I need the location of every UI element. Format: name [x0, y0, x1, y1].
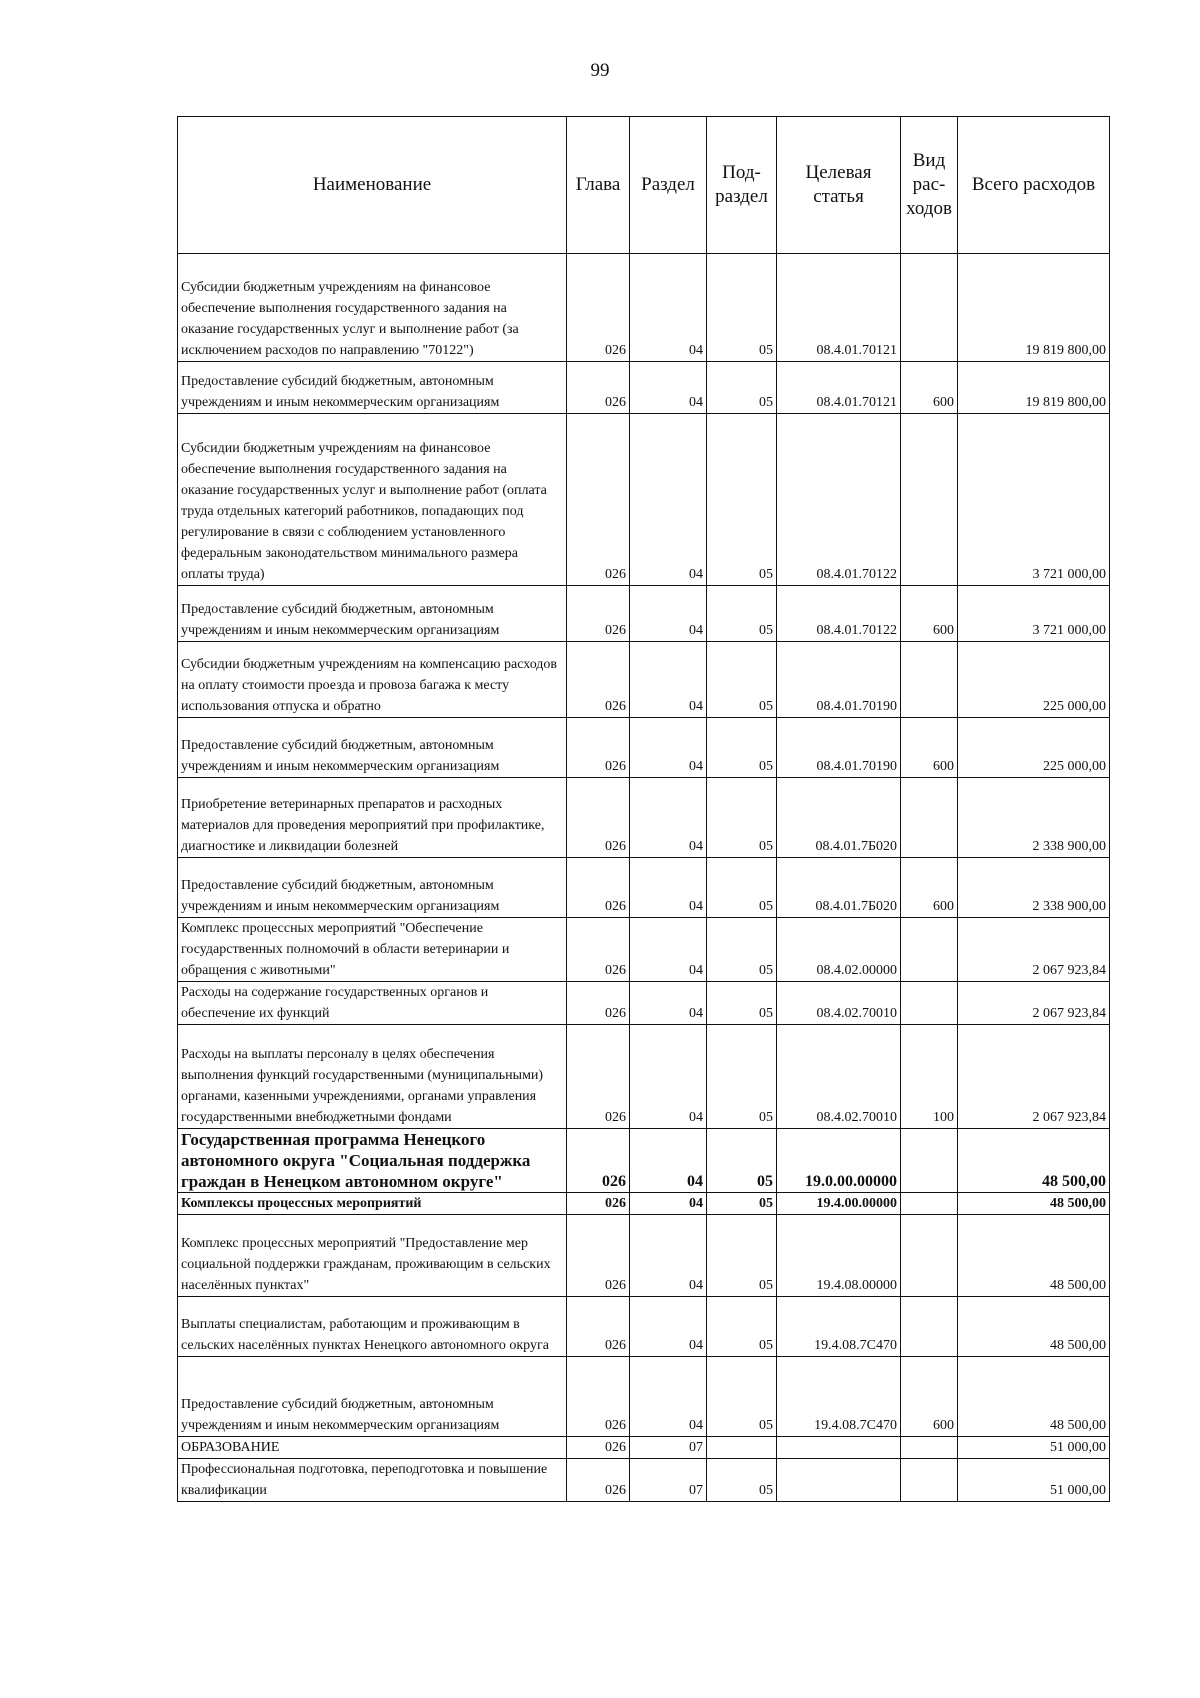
table-row	[178, 586, 1110, 642]
table-row	[178, 858, 1110, 918]
cell-razdel: 04	[630, 1297, 707, 1357]
cell-name: Расходы на содержание государственных органов и обеспечение их функций	[178, 982, 567, 1025]
cell-podrazdel: 05	[707, 778, 777, 858]
cell-razdel: 04	[630, 362, 707, 414]
cell-glava: 026	[567, 414, 630, 586]
cell-podrazdel: 05	[707, 1129, 777, 1193]
cell-podrazdel: 05	[707, 1459, 777, 1502]
cell-razdel: 04	[630, 1025, 707, 1129]
cell-razdel: 04	[630, 718, 707, 778]
cell-glava: 026	[567, 982, 630, 1025]
cell-celevaya: 08.4.01.7Б020	[777, 858, 901, 918]
cell-podrazdel: 05	[707, 918, 777, 982]
cell-vid	[901, 918, 958, 982]
cell-total: 225 000,00	[958, 718, 1110, 778]
cell-razdel: 04	[630, 1193, 707, 1215]
cell-name: ОБРАЗОВАНИЕ	[178, 1437, 567, 1459]
cell-name: Субсидии бюджетным учреждениям на финансовое обеспечение выполнения государственного задания на оказание государственных услуг и выполнение работ (за исключением расходов по направлению "70122")	[178, 254, 567, 362]
cell-celevaya: 08.4.01.70121	[777, 362, 901, 414]
cell-razdel: 04	[630, 982, 707, 1025]
cell-razdel: 07	[630, 1437, 707, 1459]
cell-vid	[901, 1297, 958, 1357]
cell-celevaya: 19.4.00.00000	[777, 1193, 901, 1215]
cell-vid	[901, 1437, 958, 1459]
cell-total: 51 000,00	[958, 1437, 1110, 1459]
cell-total: 2 067 923,84	[958, 982, 1110, 1025]
cell-glava: 026	[567, 918, 630, 982]
table-row	[178, 1193, 1110, 1215]
cell-vid: 600	[901, 858, 958, 918]
cell-celevaya: 08.4.02.70010	[777, 1025, 901, 1129]
cell-podrazdel: 05	[707, 1025, 777, 1129]
cell-name: Комплексы процессных мероприятий	[178, 1193, 567, 1215]
table-row	[178, 1215, 1110, 1297]
cell-name: Предоставление субсидий бюджетным, автономным учреждениям и иным некоммерческим организациям	[178, 586, 567, 642]
cell-celevaya: 08.4.01.7Б020	[777, 778, 901, 858]
cell-podrazdel	[707, 1437, 777, 1459]
header-name: Наименование	[178, 117, 567, 254]
table-row	[178, 1459, 1110, 1502]
cell-razdel: 04	[630, 1215, 707, 1297]
cell-celevaya: 08.4.01.70121	[777, 254, 901, 362]
cell-vid	[901, 1459, 958, 1502]
cell-glava: 026	[567, 1025, 630, 1129]
cell-podrazdel: 05	[707, 1297, 777, 1357]
table-row	[178, 718, 1110, 778]
page-number: 99	[590, 60, 610, 81]
cell-name: Комплекс процессных мероприятий "Предоставление мер социальной поддержки гражданам, проживающим в сельских населённых пунктах"	[178, 1215, 567, 1297]
table-row	[178, 918, 1110, 982]
cell-total: 48 500,00	[958, 1129, 1110, 1193]
cell-razdel: 04	[630, 1129, 707, 1193]
cell-vid: 600	[901, 1357, 958, 1437]
cell-vid	[901, 1193, 958, 1215]
header-row	[178, 117, 1110, 254]
cell-vid: 600	[901, 362, 958, 414]
cell-vid	[901, 982, 958, 1025]
cell-celevaya: 19.4.08.00000	[777, 1215, 901, 1297]
cell-razdel: 04	[630, 586, 707, 642]
cell-total: 48 500,00	[958, 1215, 1110, 1297]
cell-celevaya: 08.4.01.70190	[777, 642, 901, 718]
cell-name: Государственная программа Ненецкого автономного округа "Социальная поддержка граждан в Ненецком автономном округе"	[178, 1129, 567, 1193]
cell-total: 19 819 800,00	[958, 254, 1110, 362]
cell-podrazdel: 05	[707, 254, 777, 362]
cell-vid	[901, 414, 958, 586]
table-row	[178, 778, 1110, 858]
header-vid-rashodov: Вид рас- ходов	[901, 117, 958, 254]
cell-razdel: 04	[630, 254, 707, 362]
cell-name: Предоставление субсидий бюджетным, автономным учреждениям и иным некоммерческим организациям	[178, 362, 567, 414]
cell-total: 2 338 900,00	[958, 778, 1110, 858]
table-row	[178, 642, 1110, 718]
cell-glava: 026	[567, 858, 630, 918]
cell-podrazdel: 05	[707, 1357, 777, 1437]
cell-podrazdel: 05	[707, 858, 777, 918]
header-podrazdel: Под- раздел	[707, 117, 777, 254]
cell-name: Профессиональная подготовка, переподготовка и повышение квалификации	[178, 1459, 567, 1502]
cell-total: 2 067 923,84	[958, 918, 1110, 982]
cell-razdel: 04	[630, 642, 707, 718]
cell-vid: 600	[901, 586, 958, 642]
cell-celevaya: 19.0.00.00000	[777, 1129, 901, 1193]
cell-name: Комплекс процессных мероприятий "Обеспечение государственных полномочий в области ветеринарии и обращения с животными"	[178, 918, 567, 982]
cell-podrazdel: 05	[707, 718, 777, 778]
table-row	[178, 362, 1110, 414]
cell-glava: 026	[567, 1215, 630, 1297]
cell-razdel: 04	[630, 778, 707, 858]
cell-vid	[901, 1129, 958, 1193]
cell-glava: 026	[567, 362, 630, 414]
cell-razdel: 04	[630, 414, 707, 586]
cell-vid	[901, 1215, 958, 1297]
cell-podrazdel: 05	[707, 362, 777, 414]
budget-table	[177, 116, 1110, 1502]
header-celevaya-statya: Целевая статья	[777, 117, 901, 254]
cell-celevaya	[777, 1437, 901, 1459]
table-row	[178, 1129, 1110, 1193]
cell-celevaya: 08.4.01.70122	[777, 586, 901, 642]
cell-name: Расходы на выплаты персоналу в целях обеспечения выполнения функций государственными (муниципальными) органами, казенными учреждениями, органами управления государственными внебюджетными фондами	[178, 1025, 567, 1129]
cell-celevaya: 08.4.02.00000	[777, 918, 901, 982]
cell-glava: 026	[567, 586, 630, 642]
table-row	[178, 254, 1110, 362]
cell-celevaya: 08.4.01.70190	[777, 718, 901, 778]
cell-razdel: 04	[630, 918, 707, 982]
cell-podrazdel: 05	[707, 642, 777, 718]
cell-total: 3 721 000,00	[958, 414, 1110, 586]
cell-glava: 026	[567, 642, 630, 718]
cell-celevaya: 08.4.02.70010	[777, 982, 901, 1025]
cell-vid	[901, 778, 958, 858]
cell-name: Предоставление субсидий бюджетным, автономным учреждениям и иным некоммерческим организациям	[178, 858, 567, 918]
header-total: Всего расходов	[958, 117, 1110, 254]
cell-podrazdel: 05	[707, 414, 777, 586]
cell-glava: 026	[567, 1459, 630, 1502]
cell-total: 225 000,00	[958, 642, 1110, 718]
cell-vid: 600	[901, 718, 958, 778]
cell-vid: 100	[901, 1025, 958, 1129]
cell-total: 48 500,00	[958, 1357, 1110, 1437]
table-row	[178, 414, 1110, 586]
cell-glava: 026	[567, 1193, 630, 1215]
cell-name: Субсидии бюджетным учреждениям на финансовое обеспечение выполнения государственного задания на оказание государственных услуг и выполнение работ (оплата труда отдельных категорий работников, попадающих под регулирование в связи с соблюдением установленного федеральным законодательством минимального размера оплаты труда)	[178, 414, 567, 586]
cell-total: 48 500,00	[958, 1297, 1110, 1357]
cell-celevaya: 19.4.08.7С470	[777, 1297, 901, 1357]
table-body	[178, 254, 1110, 1502]
header-razdel: Раздел	[630, 117, 707, 254]
cell-name: Приобретение ветеринарных препаратов и расходных материалов для проведения мероприятий при профилактике, диагностике и ликвидации болезней	[178, 778, 567, 858]
cell-vid	[901, 254, 958, 362]
cell-total: 48 500,00	[958, 1193, 1110, 1215]
cell-total: 19 819 800,00	[958, 362, 1110, 414]
cell-celevaya: 08.4.01.70122	[777, 414, 901, 586]
cell-glava: 026	[567, 718, 630, 778]
table-row	[178, 982, 1110, 1025]
cell-glava: 026	[567, 1437, 630, 1459]
cell-glava: 026	[567, 1297, 630, 1357]
cell-razdel: 04	[630, 858, 707, 918]
table-row	[178, 1297, 1110, 1357]
cell-podrazdel: 05	[707, 982, 777, 1025]
cell-razdel: 04	[630, 1357, 707, 1437]
cell-glava: 026	[567, 1357, 630, 1437]
header-glava: Глава	[567, 117, 630, 254]
cell-podrazdel: 05	[707, 1193, 777, 1215]
cell-glava: 026	[567, 254, 630, 362]
cell-total: 3 721 000,00	[958, 586, 1110, 642]
cell-total: 51 000,00	[958, 1459, 1110, 1502]
cell-celevaya	[777, 1459, 901, 1502]
cell-razdel: 07	[630, 1459, 707, 1502]
table-row	[178, 1437, 1110, 1459]
cell-total: 2 067 923,84	[958, 1025, 1110, 1129]
cell-glava: 026	[567, 1129, 630, 1193]
cell-total: 2 338 900,00	[958, 858, 1110, 918]
cell-name: Предоставление субсидий бюджетным, автономным учреждениям и иным некоммерческим организациям	[178, 718, 567, 778]
cell-podrazdel: 05	[707, 586, 777, 642]
cell-name: Выплаты специалистам, работающим и проживающим в сельских населённых пунктах Ненецкого автономного округа	[178, 1297, 567, 1357]
cell-name: Предоставление субсидий бюджетным, автономным учреждениям и иным некоммерческим организациям	[178, 1357, 567, 1437]
table-row	[178, 1025, 1110, 1129]
cell-podrazdel: 05	[707, 1215, 777, 1297]
cell-name: Субсидии бюджетным учреждениям на компенсацию расходов на оплату стоимости проезда и провоза багажа к месту использования отпуска и обратно	[178, 642, 567, 718]
cell-vid	[901, 642, 958, 718]
cell-glava: 026	[567, 778, 630, 858]
cell-celevaya: 19.4.08.7С470	[777, 1357, 901, 1437]
table-row	[178, 1357, 1110, 1437]
